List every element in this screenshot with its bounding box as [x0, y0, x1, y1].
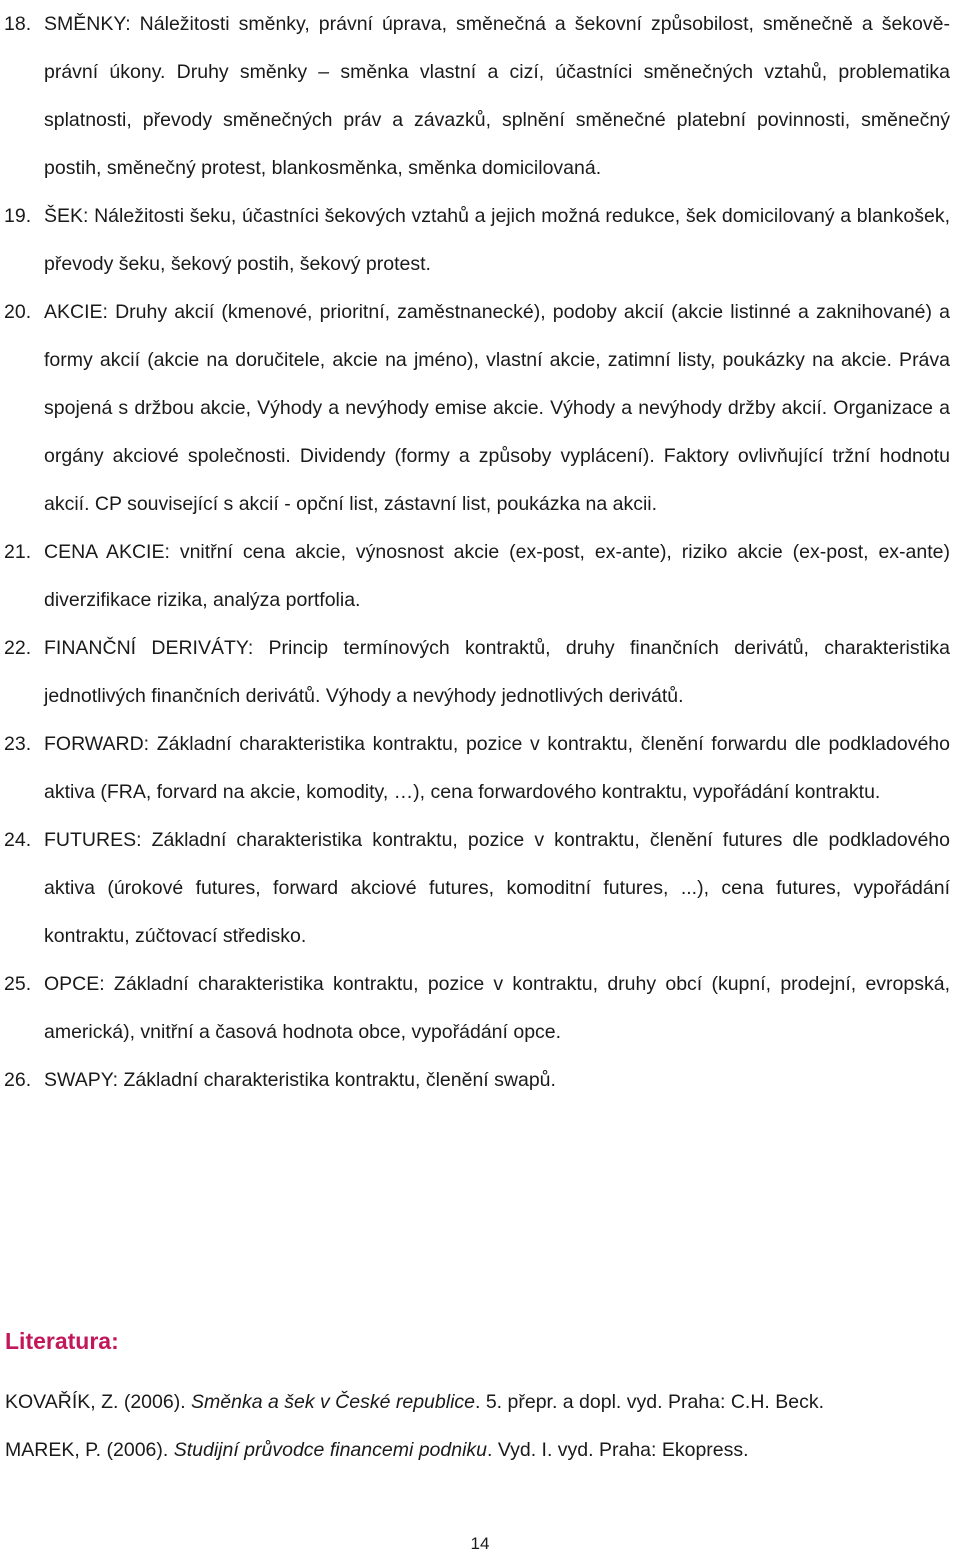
reference-publication-info: . Vyd. I. vyd. Praha: Ekopress.	[487, 1439, 749, 1461]
exam-topic-list	[4, 0, 950, 1104]
topic-number: 18.	[4, 13, 32, 35]
topic-item-20	[4, 288, 950, 528]
reference-author-year: KOVAŘÍK, Z. (2006).	[5, 1391, 192, 1413]
topic-number: 19.	[4, 205, 32, 227]
topic-item-23	[4, 720, 950, 816]
topic-item-22	[4, 624, 950, 720]
topic-item-24	[4, 816, 950, 960]
topic-text: AKCIE: Druhy akcií (kmenové, prioritní, zaměstnanecké), podoby akcií (akcie listinné a zaknihované) a formy akcií (akcie na doručitele, akcie na jméno), vlastní akcie, zatimní listy, poukázky na akcie. Práva spojená s držbou akcie, Výhody a nevýhody emise akcie. Výhody a nevýhody držby akcií. Organizace a orgány akciové společnosti. Dividendy (formy a způsoby vyplácení). Faktory ovlivňující tržní hodnotu akcií. CP související s akcií - opční list, zástavní list, poukázka na akcii.	[44, 301, 950, 515]
topic-text: ŠEK: Náležitosti šeku, účastníci šekových vztahů a jejich možná redukce, šek domicilovaný a blankošek, převody šeku, šekový postih, šekový protest.	[44, 205, 950, 275]
topic-number: 26.	[4, 1069, 32, 1091]
reference-author-year: MAREK, P. (2006).	[5, 1439, 174, 1461]
topic-text: SMĚNKY: Náležitosti směnky, právní úprava, směnečná a šekovní způsobilost, směnečně a šekově-právní úkony. Druhy směnky – směnka vlastní a cizí, účastníci směnečných vztahů, problematika splatnosti, převody směnečných práv a závazků, splnění směnečné platební povinnosti, směnečný postih, směnečný protest, blankosměnka, směnka domicilovaná.	[44, 13, 950, 179]
topic-number: 20.	[4, 301, 32, 323]
topic-item-18	[4, 0, 950, 192]
topic-text: FINANČNÍ DERIVÁTY: Princip termínových kontraktů, druhy finančních derivátů, charakteristika jednotlivých finančních derivátů. Výhody a nevýhody jednotlivých derivátů.	[44, 637, 950, 707]
reference-title: Studijní průvodce financemi podniku	[173, 1439, 487, 1461]
topic-text: SWAPY: Základní charakteristika kontraktu, členění swapů.	[44, 1069, 556, 1091]
reference-title: Směnka a šek v České republice	[191, 1391, 475, 1413]
literature-entry	[5, 1426, 955, 1474]
page-number: 14	[470, 1534, 490, 1553]
topic-text: FUTURES: Základní charakteristika kontraktu, pozice v kontraktu, členění futures dle podkladového aktiva (úrokové futures, forward akciové futures, komoditní futures, ...), cena futures, vypořádání kontraktu, zúčtovací středisko.	[44, 829, 950, 947]
topic-text: CENA AKCIE: vnitřní cena akcie, výnosnost akcie (ex-post, ex-ante), riziko akcie (ex-post, ex-ante) diverzifikace rizika, analýza portfolia.	[44, 541, 950, 611]
topic-text: FORWARD: Základní charakteristika kontraktu, pozice v kontraktu, členění forwardu dle podkladového aktiva (FRA, forvard na akcie, komodity, …), cena forwardového kontraktu, vypořádání kontraktu.	[44, 733, 950, 803]
topic-number: 22.	[4, 637, 32, 659]
topic-text: OPCE: Základní charakteristika kontraktu, pozice v kontraktu, druhy obcí (kupní, prodejní, evropská, americká), vnitřní a časová hodnota obce, vypořádání opce.	[44, 973, 950, 1043]
topic-item-26	[4, 1056, 950, 1104]
topic-number: 23.	[4, 733, 32, 755]
topic-item-19	[4, 192, 950, 288]
literature-entry	[5, 1378, 955, 1426]
topic-item-25	[4, 960, 950, 1056]
literature-list	[5, 1378, 955, 1474]
topic-number: 25.	[4, 973, 32, 995]
topic-number: 21.	[4, 541, 32, 563]
topic-item-21	[4, 528, 950, 624]
literature-heading: Literatura:	[5, 1328, 119, 1354]
topic-number: 24.	[4, 829, 32, 851]
reference-publication-info: . 5. přepr. a dopl. vyd. Praha: C.H. Beck.	[475, 1391, 825, 1413]
